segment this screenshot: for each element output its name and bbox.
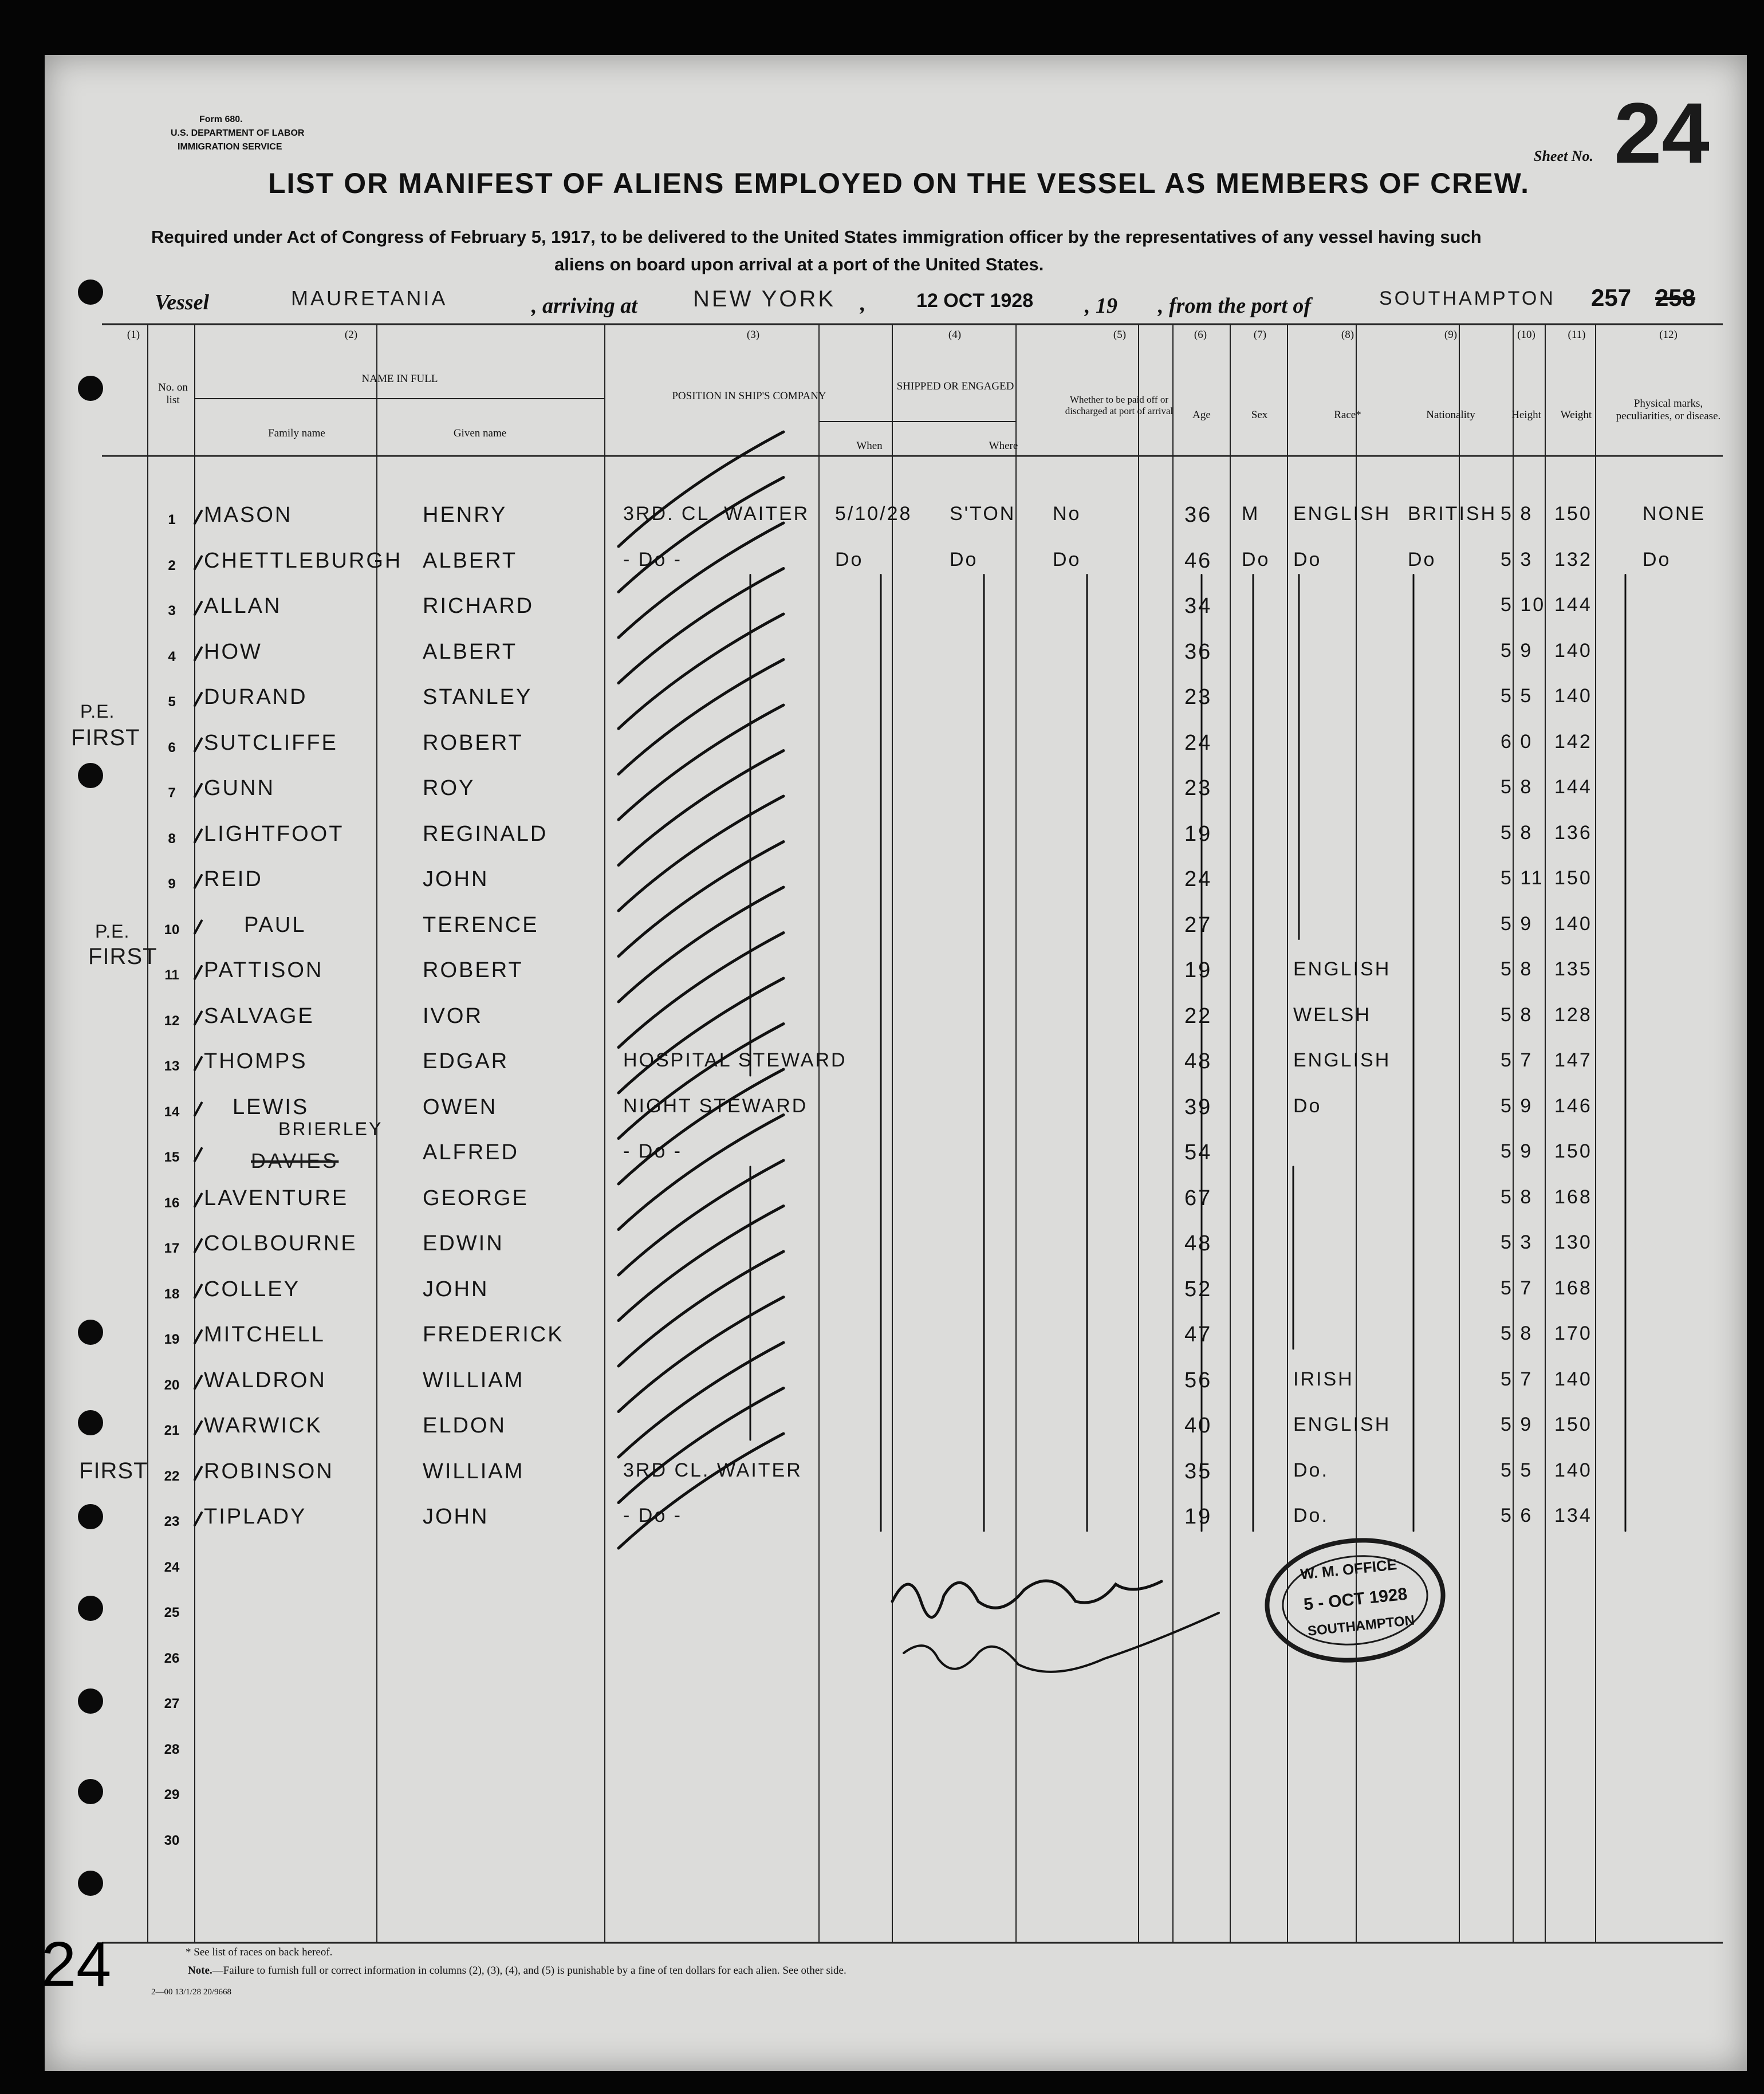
cell-when: 5/10/28 [835,503,912,525]
cell-given: RICHARD [423,594,534,618]
col2-family-label: Family name [268,427,325,439]
col2-number: (2) [344,329,358,341]
cell-weight: 150 [1554,503,1592,525]
row-number: 27 [164,1696,180,1711]
cell-race: ENGLISH [1293,958,1391,980]
col5-number: (5) [1113,329,1127,341]
cell-family: CHETTLEBURGH [204,548,403,573]
cell-age: 22 [1184,1003,1212,1028]
cell-family: LEWIS [233,1095,309,1119]
slash-mark [619,569,783,683]
cell-height: 5 7 [1501,1368,1533,1390]
cell-weight: 140 [1554,1368,1592,1390]
cell-given: STANLEY [423,685,533,709]
cell-given: JOHN [423,1277,489,1301]
cell-age: 67 [1184,1186,1212,1210]
cell-paid: Do [1053,548,1081,570]
subtitle-line-1: Required under Act of Congress of February 5, 1917, to be delivered to the United States immigration officer by the representatives of any vessel having such [151,227,1482,247]
col3-number: (3) [746,329,760,341]
cell-age: 35 [1184,1459,1212,1483]
cell-given: WILLIAM [423,1368,525,1392]
cell-family: LIGHTFOOT [204,821,344,846]
cell-marks: NONE [1643,503,1706,525]
footer-note-text: —Failure to furnish full or correct information in columns (2), (3), (4), and (5) is punishable by a fine of ten dollars for each alien. See other side. [212,1965,846,1977]
cell-age: 54 [1184,1140,1212,1164]
col4-label: SHIPPED OR ENGAGED [896,380,1014,392]
tick-mark [195,1422,202,1434]
cell-height: 5 7 [1501,1049,1533,1071]
margin-note-first-3: FIRST [79,1458,148,1483]
cell-age: 34 [1184,594,1212,618]
cell-age: 48 [1184,1049,1212,1073]
cell-race: IRISH [1293,1368,1354,1390]
col7-label: Sex [1251,409,1268,421]
cell-race: Do. [1293,1459,1329,1481]
col12-label: Physical marks, peculiarities, or disease. [1616,397,1721,422]
cell-family: MITCHELL [204,1322,325,1347]
cell-family: THOMPS [204,1049,308,1073]
cell-weight: 150 [1554,1414,1592,1435]
col9-label: Nationality [1426,409,1475,421]
cell-height: 5 11 [1501,867,1544,889]
cell-age: 23 [1184,685,1212,709]
cell-weight: 132 [1554,548,1592,570]
row-number: 23 [164,1514,180,1529]
row-number: 24 [164,1559,180,1575]
cell-family: ALLAN [204,594,282,618]
cell-race: WELSH [1293,1003,1371,1026]
tick-mark [195,921,202,934]
row-number: 8 [168,830,176,847]
sheet-label: Sheet No. [1534,148,1593,164]
cell-weight: 134 [1554,1505,1592,1526]
cell-age: 39 [1184,1095,1212,1119]
cell-family: SUTCLIFFE [204,730,338,755]
cell-age: 36 [1184,639,1212,664]
cell-family: COLLEY [204,1277,300,1301]
slash-mark [619,660,783,774]
print-code: 2—00 13/1/28 20/9668 [151,1987,232,1997]
cell-family: PATTISON [204,958,324,982]
row-number: 22 [164,1468,180,1484]
cell-weight: 130 [1554,1231,1592,1253]
cell-family: WARWICK [204,1414,322,1438]
cell-family: ROBINSON [204,1459,334,1483]
cell-age: 46 [1184,548,1212,573]
cell-given: ALBERT [423,639,518,664]
year-label: , 19 [1085,294,1117,318]
cell-family: COLBOURNE [204,1231,357,1255]
cell-weight: 150 [1554,1140,1592,1162]
cell-given: ALFRED [423,1140,519,1164]
row-number: 11 [164,967,179,983]
slash-mark [619,523,783,637]
stamp-top-text: W. M. OFFICE [1300,1556,1398,1583]
slash-mark [619,887,783,1002]
cell-position: 3RD. CL. WAITER [623,503,810,525]
slash-mark [619,1434,783,1548]
row-number: 30 [164,1832,180,1848]
tick-mark [195,739,202,751]
tick-mark [195,1467,202,1480]
stamp-date: 5 - OCT 1928 [1302,1584,1408,1615]
cell-position: HOSPITAL STEWARD [623,1049,847,1071]
cell-family: BRIERLEY [278,1119,383,1139]
cell-given: ROY [423,776,475,800]
row-number: 6 [168,739,176,755]
cell-height: 5 9 [1501,1414,1533,1435]
cell-given: WILLIAM [423,1459,525,1483]
service-name: IMMIGRATION SERVICE [178,142,282,152]
cell-given: FREDERICK [423,1322,564,1347]
from-port: SOUTHAMPTON [1379,288,1556,309]
col4-when-label: When [856,440,883,452]
cell-weight: 168 [1554,1186,1592,1208]
cell-height: 5 8 [1501,1003,1533,1026]
vessel-name: MAURETANIA [291,286,448,310]
cell-given: REGINALD [423,821,548,846]
cell-nationality: Do [1408,548,1436,570]
row-number: 9 [168,876,176,892]
tick-mark [195,1239,202,1252]
cell-height: 5 6 [1501,1505,1533,1526]
row-number: 17 [164,1241,180,1256]
slash-mark [619,432,783,546]
cell-weight: 136 [1554,821,1592,844]
tick-mark [195,602,202,615]
cell-family: SALVAGE [204,1003,314,1028]
margin-note-first-2: FIRST [88,944,158,969]
slash-mark [619,1024,783,1139]
cell-age: 24 [1184,730,1212,755]
cell-height: 5 8 [1501,776,1533,798]
cell-weight: 150 [1554,867,1592,889]
cell-height: 5 10 [1501,594,1546,616]
col6-label: Age [1192,409,1211,421]
cell-weight: 140 [1554,1459,1592,1481]
from-port-label: , from the port of [1158,294,1312,318]
row-number: 15 [164,1150,180,1165]
cell-weight: 140 [1554,912,1592,935]
cell-given: ROBERT [423,730,523,755]
cell-age: 36 [1184,503,1212,527]
cell-where: S'TON [950,503,1016,525]
slash-mark [619,1343,783,1457]
cell-nationality: BRITISH [1408,503,1497,525]
form-number: Form 680. [199,115,243,124]
cell-race: ENGLISH [1293,1414,1391,1435]
cell-family: HOW [204,639,262,664]
cell-age: 19 [1184,821,1212,846]
row-number: 1 [168,512,176,528]
cell-weight: 144 [1554,776,1592,798]
tick-mark [195,648,202,660]
slash-mark [619,796,783,911]
arriving-label: , arriving at [531,294,637,318]
col4-where-label: Where [989,440,1018,452]
tick-mark [195,1331,202,1343]
cell-weight: 170 [1554,1322,1592,1344]
slash-mark [619,978,783,1093]
cell-weight: 128 [1554,1003,1592,1026]
row-number: 29 [164,1787,180,1802]
sheet-number: 24 [1614,85,1710,181]
cell-height: 5 3 [1501,548,1533,570]
tick-mark [195,511,202,524]
cell-sex: M [1242,503,1260,525]
arriving-port: NEW YORK [693,286,836,312]
cell-position: - Do - [623,548,682,570]
cell-position: 3RD CL. WAITER [623,1459,802,1481]
cell-age: 40 [1184,1414,1212,1438]
manifest-title: LIST OR MANIFEST OF ALIENS EMPLOYED ON THE VESSEL AS MEMBERS OF CREW. [268,167,1530,199]
row-number: 20 [164,1377,180,1393]
tick-mark [195,1285,202,1298]
margin-note-pe-2: P.E. [95,921,130,942]
tick-mark [195,966,202,979]
cell-height: 5 8 [1501,958,1533,980]
cell-given: EDWIN [423,1231,504,1255]
cell-family: TIPLADY [204,1505,307,1529]
row-number: 16 [164,1195,180,1211]
cell-given: HENRY [423,503,507,527]
col2-given-label: Given name [453,427,507,439]
row-number: 10 [164,922,180,938]
cell-age: 19 [1184,1505,1212,1529]
col9-number: (9) [1444,329,1458,341]
date-stamp: 12 OCT 1928 [916,290,1034,312]
cell-height: 5 9 [1501,639,1533,662]
col8-label: Race* [1334,409,1361,421]
cell-height: 5 5 [1501,685,1533,707]
row-number: 12 [164,1013,180,1029]
tick-mark [195,784,202,797]
cell-height: 5 9 [1501,1140,1533,1162]
cell-age: 52 [1184,1277,1212,1301]
cell-family: GUNN [204,776,275,800]
cell-height: 5 3 [1501,1231,1533,1253]
cell-sex: Do [1242,548,1270,570]
cell-family: REID [204,867,263,891]
manifest-sheet [41,55,1747,2071]
cell-family: PAUL [244,912,306,937]
slash-mark [619,933,783,1048]
cell-family: LAVENTURE [204,1186,349,1210]
cell-age: 19 [1184,958,1212,982]
signature-scribble [892,1581,1161,1617]
tick-mark [195,557,202,569]
cell-race: ENGLISH [1293,503,1391,525]
cell-family: DURAND [204,685,308,709]
slash-mark [619,478,783,592]
footer-note-label: Note. [188,1965,212,1977]
cell-height: 5 8 [1501,1186,1533,1208]
col1-label: No. on list [158,381,188,406]
list-number: 257 [1591,284,1632,311]
row-number: 4 [168,648,176,664]
signature-scribble-2 [904,1613,1219,1672]
tick-mark [195,1057,202,1070]
cell-family: MASON [204,503,293,527]
cell-age: 48 [1184,1231,1212,1255]
handwritten-page-number: 24 [41,1929,112,1999]
cell-weight: 146 [1554,1095,1592,1117]
tick-mark [195,1012,202,1025]
cell-height: 5 8 [1501,503,1533,525]
col11-label: Weight [1560,409,1592,421]
cell-height: 5 7 [1501,1277,1533,1299]
slash-mark [619,842,783,957]
row-number: 3 [168,603,176,619]
cell-position: NIGHT STEWARD [623,1095,808,1117]
cell-given: GEORGE [423,1186,529,1210]
slash-mark [619,1206,783,1321]
row-number: 19 [164,1332,180,1347]
tick-mark [195,1376,202,1389]
cell-given: OWEN [423,1095,498,1119]
row-number: 7 [168,785,176,801]
col7-number: (7) [1253,329,1267,341]
cell-position: - Do - [623,1505,682,1526]
cell-race: ENGLISH [1293,1049,1391,1071]
cell-height: 6 0 [1501,730,1533,753]
cell-weight: 142 [1554,730,1592,753]
cell-age: 24 [1184,867,1212,891]
col10-label: Height [1511,409,1541,421]
cell-given: JOHN [423,867,489,891]
cell-age: 56 [1184,1368,1212,1392]
cell-weight: 168 [1554,1277,1592,1299]
stamp-bottom-text: SOUTHAMPTON [1306,1612,1416,1639]
cell-weight: 147 [1554,1049,1592,1071]
cell-when: Do [835,548,864,570]
col2-label: NAME IN FULL [361,373,438,385]
cell-age: 47 [1184,1322,1212,1347]
cell-given: EDGAR [423,1049,509,1073]
vessel-label: Vessel [155,290,209,314]
cell-race: Do. [1293,1505,1329,1526]
cell-height: 5 5 [1501,1459,1533,1481]
row-number: 25 [164,1605,180,1620]
margin-note-pe-1: P.E. [80,701,115,722]
cell-weight: 140 [1554,639,1592,662]
cell-given: JOHN [423,1505,489,1529]
struck-name: DAVIES [251,1149,339,1172]
row-number: 5 [168,694,176,710]
cell-height: 5 8 [1501,821,1533,844]
cell-position: - Do - [623,1140,682,1162]
cell-given: ROBERT [423,958,523,982]
slash-mark [619,614,783,729]
subtitle-line-2: aliens on board upon arrival at a port of the United States. [554,254,1044,274]
col10-number: (10) [1517,329,1535,341]
col4-number: (4) [948,329,962,341]
cell-age: 27 [1184,912,1212,937]
col3-label: POSITION IN SHIP'S COMPANY [672,390,826,402]
footer-note [188,1965,846,1977]
slash-mark [619,1069,783,1184]
cell-weight: 144 [1554,594,1592,616]
cell-given: ALBERT [423,548,518,573]
slash-mark [619,1160,783,1275]
col5-label: Whether to be paid off or discharged at port of arrival [1065,394,1174,416]
tick-mark [195,875,202,888]
ink-marks [45,55,1747,2071]
margin-note-first-1: FIRST [71,725,140,750]
cell-weight: 135 [1554,958,1592,980]
cell-age: 23 [1184,776,1212,800]
row-number: 18 [164,1286,180,1302]
tick-mark [195,693,202,706]
col8-number: (8) [1341,329,1354,341]
tick-mark [195,1103,202,1116]
list-number-struck: 258 [1655,284,1696,311]
slash-mark [619,1251,783,1366]
col1-number: (1) [127,329,140,341]
cell-marks: Do [1643,548,1671,570]
row-number: 13 [164,1058,180,1074]
department-name: U.S. DEPARTMENT OF LABOR [171,128,305,138]
row-number: 26 [164,1650,180,1666]
cell-family: WALDRON [204,1368,326,1392]
cell-where: Do [950,548,978,570]
slash-mark [619,751,783,865]
row-number: 2 [168,557,176,573]
cell-height: 5 9 [1501,912,1533,935]
race-footnote: * See list of races on back hereof. [186,1946,333,1958]
comma: , [860,292,866,316]
cell-height: 5 9 [1501,1095,1533,1117]
col11-number: (11) [1568,329,1586,341]
tick-mark [195,830,202,843]
tick-mark [195,1513,202,1525]
cell-height: 5 8 [1501,1322,1533,1344]
cell-paid: No [1053,503,1081,525]
cell-race: Do [1293,1095,1322,1117]
row-number: 21 [164,1423,180,1438]
cell-race: Do [1293,548,1322,570]
tick-mark [195,1148,202,1161]
slash-mark [619,1297,783,1412]
row-number: 28 [164,1741,180,1757]
cell-given: IVOR [423,1003,483,1028]
tick-mark [195,1194,202,1207]
cell-given: TERENCE [423,912,539,937]
col6-number: (6) [1194,329,1207,341]
slash-mark [619,705,783,820]
slash-mark [619,1388,783,1503]
row-number: 14 [164,1104,180,1120]
cell-weight: 140 [1554,685,1592,707]
slash-mark [619,1115,783,1230]
col12-number: (12) [1659,329,1678,341]
cell-given: ELDON [423,1414,506,1438]
